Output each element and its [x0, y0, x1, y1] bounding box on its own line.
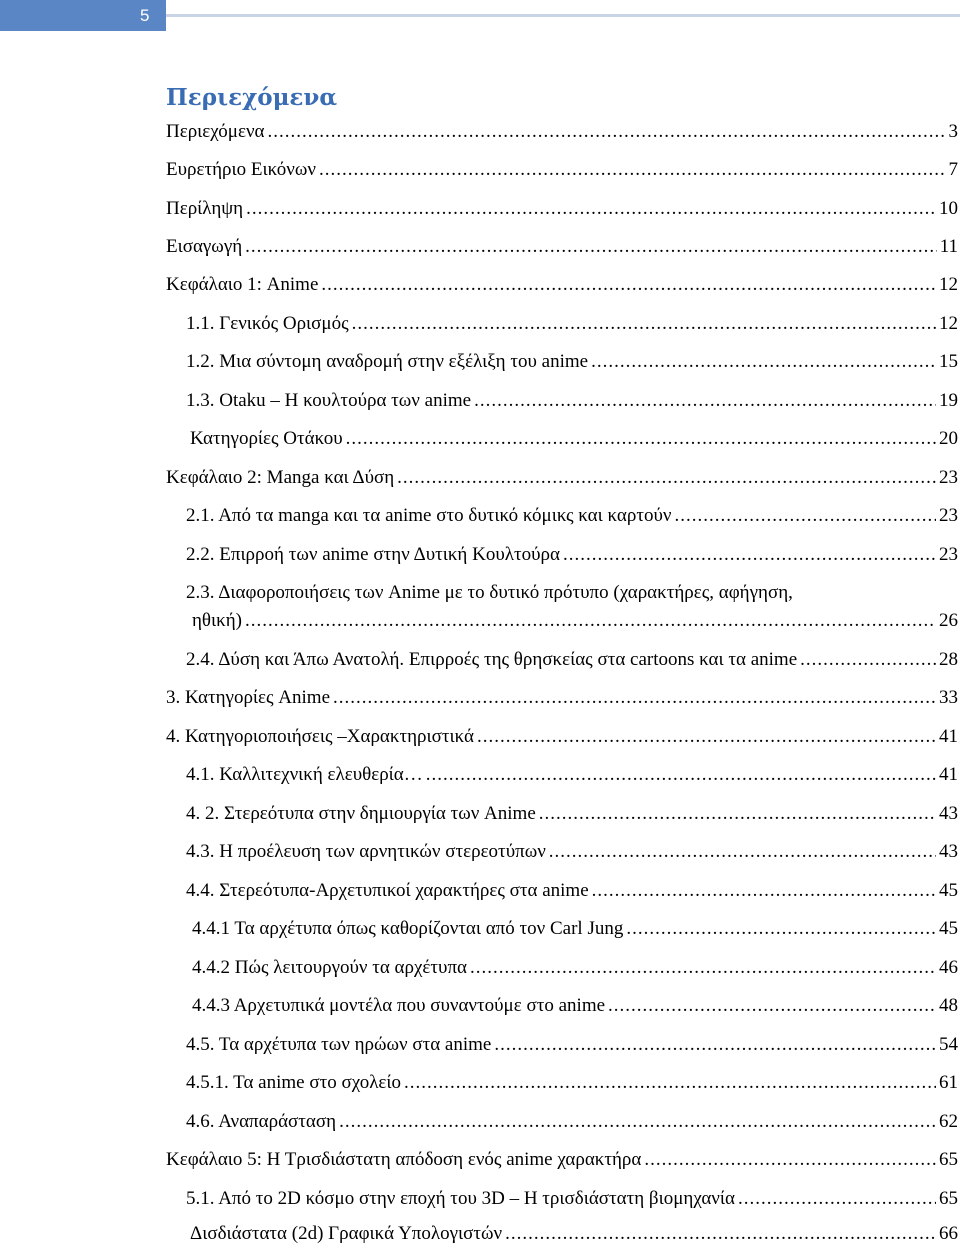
toc-entry[interactable]	[192, 992, 958, 1020]
toc-entry-page: 65	[939, 1188, 958, 1209]
toc-entry-page: 65	[939, 1149, 958, 1170]
toc-entry-label: Κεφάλαιο 1: Anime	[166, 274, 319, 295]
toc-entry[interactable]	[186, 877, 958, 905]
toc-leader	[474, 387, 936, 415]
toc-entry-label: 2.4. Δύση και Άπω Ανατολή. Επιρροές της θρησκείας στα cartoons και τα anime	[186, 649, 798, 670]
toc-title: Περιεχόμενα	[166, 84, 338, 111]
toc-entry-label: 4.4.2 Πώς λειτουργούν τα αρχέτυπα	[192, 957, 467, 978]
toc-leader	[800, 646, 936, 674]
toc-entry[interactable]	[186, 1185, 958, 1213]
toc-entry-label: Δισδιάστατα (2d) Γραφικά Υπολογιστών	[190, 1223, 503, 1244]
toc-entry[interactable]	[186, 1069, 958, 1097]
toc-entry-page: 12	[939, 274, 958, 295]
toc-entry-page: 45	[939, 880, 958, 901]
toc-entry-label: 4.5.1. Τα anime στο σχολείο	[186, 1072, 402, 1093]
toc-entry[interactable]	[186, 838, 958, 866]
toc-entry-page: 61	[939, 1072, 958, 1093]
toc-entry-page: 23	[939, 467, 958, 488]
toc-entry[interactable]	[186, 310, 958, 338]
toc-entry-page: 12	[939, 313, 958, 334]
toc-leader	[549, 838, 936, 866]
toc-entry-label: 3. Κατηγορίες Anime	[166, 687, 330, 708]
toc-entry[interactable]	[166, 723, 958, 751]
toc-entry-page: 54	[939, 1034, 958, 1055]
toc-leader	[397, 464, 936, 492]
toc-entry-label: Εισαγωγή	[166, 236, 243, 257]
toc-entry-label-cont: ηθική)	[192, 610, 242, 631]
toc-entry-page: 7	[948, 159, 958, 180]
toc-entry-page: 43	[939, 803, 958, 824]
toc-entry-page: 46	[939, 957, 958, 978]
toc-entry-page: 15	[939, 351, 958, 372]
toc-entry-label: 4.6. Αναπαράσταση	[186, 1111, 337, 1132]
toc-entry-label: 4. Κατηγοριοποιήσεις –Χαρακτηριστικά	[166, 726, 474, 747]
toc-entry[interactable]	[166, 233, 958, 261]
toc-entry[interactable]	[166, 1146, 958, 1174]
toc-entry[interactable]	[166, 195, 958, 223]
toc-entry-label: 5.1. Από το 2D κόσμο στην εποχή του 3D – Η τρισδιάστατη βιομηχανία	[186, 1188, 735, 1209]
toc-entry[interactable]	[192, 954, 958, 982]
toc-entry[interactable]	[186, 1108, 958, 1136]
toc-entry-page: 10	[939, 198, 958, 219]
toc-entry[interactable]	[190, 425, 958, 453]
toc-entry[interactable]	[186, 387, 958, 415]
toc-leader	[470, 954, 936, 982]
toc-leader	[644, 1146, 936, 1174]
page-number: 5	[140, 6, 150, 25]
toc-entry-page: 41	[939, 726, 958, 747]
toc-entry-label: 2.2. Επιρροή των anime στην Δυτική Κουλτούρα	[186, 544, 560, 565]
toc-entry-page: 48	[939, 995, 958, 1016]
toc-leader	[321, 271, 936, 299]
toc-entry-page: 45	[939, 918, 958, 939]
toc-entry[interactable]	[166, 271, 958, 299]
toc-entry-page: 19	[939, 390, 958, 411]
toc-entry-page: 23	[939, 544, 958, 565]
toc-entry-label: Περιεχόμενα	[166, 121, 265, 142]
toc-entry-label: 4.3. Η προέλευση των αρνητικών στερεοτύπων	[186, 841, 546, 862]
toc-entry[interactable]	[186, 502, 958, 530]
toc-entry[interactable]	[186, 646, 958, 674]
toc-entry-label: 4.4. Στερεότυπα-Αρχετυπικοί χαρακτήρες στα anime	[186, 880, 589, 901]
toc-leader	[246, 195, 936, 223]
toc-leader	[608, 992, 936, 1020]
toc-entry-label: 1.2. Μια σύντομη αναδρομή στην εξέλιξη του anime	[186, 351, 589, 372]
toc-entry-label: Περίληψη	[166, 198, 244, 219]
toc-entry[interactable]	[186, 1031, 958, 1059]
toc-entry[interactable]	[166, 464, 958, 492]
toc-leader	[505, 1220, 936, 1248]
toc-leader	[319, 156, 946, 184]
toc-entry-line-2[interactable]	[192, 607, 958, 635]
toc-leader	[539, 800, 936, 828]
toc-entry[interactable]	[166, 156, 958, 184]
toc-entry-label: 4.5. Τα αρχέτυπα των ηρώων στα anime	[186, 1034, 492, 1055]
toc-entry-label: 1.3. Otaku – Η κουλτούρα των anime	[186, 390, 472, 411]
toc-entry-page: 62	[939, 1111, 958, 1132]
toc-leader	[626, 915, 936, 943]
toc-leader	[333, 684, 936, 712]
toc-entry-page: 11	[939, 236, 958, 257]
toc-leader	[346, 425, 936, 453]
toc-entry-label: 2.3. Διαφοροποιήσεις των Anime με το δυτικό πρότυπο (χαρακτήρες, αφήγηση,	[186, 582, 793, 603]
toc-entry-label: 4.4.3 Αρχετυπικά μοντέλα που συναντούμε στο anime	[192, 995, 606, 1016]
toc-entry[interactable]	[166, 118, 958, 146]
toc-entry-page: 33	[939, 687, 958, 708]
toc-entry-page: 66	[939, 1223, 958, 1244]
toc-entry-page: 3	[948, 121, 958, 142]
toc-entry-label: 4.1. Καλλιτεχνική ελευθερία…	[186, 764, 423, 785]
toc-entry[interactable]	[190, 1220, 958, 1248]
page-number-badge	[0, 0, 166, 31]
toc-leader	[738, 1185, 936, 1213]
toc-leader	[404, 1069, 936, 1097]
toc-entry-page: 20	[939, 428, 958, 449]
toc-entry[interactable]	[186, 761, 958, 789]
toc-entry[interactable]	[186, 541, 958, 569]
toc-leader	[339, 1108, 936, 1136]
toc-entry-line-1[interactable]	[186, 579, 958, 607]
toc-leader	[563, 541, 936, 569]
toc-entry[interactable]	[186, 348, 958, 376]
toc-entry-page: 43	[939, 841, 958, 862]
toc-entry-page: 41	[939, 764, 958, 785]
toc-entry-label: Κατηγορίες Οτάκου	[190, 428, 343, 449]
toc-entry-page: 23	[939, 505, 958, 526]
toc-leader	[268, 118, 946, 146]
toc-leader	[245, 233, 937, 261]
toc-entry[interactable]	[192, 915, 958, 943]
toc-entry-label: Κεφάλαιο 5: Η Τρισδιάστατη απόδοση ενός anime χαρακτήρα	[166, 1149, 642, 1170]
toc-leader	[494, 1031, 936, 1059]
toc-leader	[674, 502, 936, 530]
toc-leader	[477, 723, 936, 751]
toc-entry[interactable]	[186, 800, 958, 828]
toc-entry-label: 1.1. Γενικός Ορισμός	[186, 313, 349, 334]
toc-leader	[245, 607, 936, 635]
toc-entry[interactable]	[166, 684, 958, 712]
toc-entry-page: 26	[939, 610, 958, 631]
toc-leader	[352, 310, 936, 338]
toc-leader	[592, 877, 936, 905]
toc-entry-label: Κεφάλαιο 2: Manga και Δύση	[166, 467, 395, 488]
toc-entry-label: 4.4.1 Τα αρχέτυπα όπως καθορίζονται από τον Carl Jung	[192, 918, 624, 939]
toc-leader	[426, 761, 936, 789]
toc-leader	[591, 348, 936, 376]
toc-entry-label: 2.1. Από τα manga και τα anime στο δυτικό κόμικς και καρτούν	[186, 505, 672, 526]
toc-entry-page: 28	[939, 649, 958, 670]
toc-entry-label: Ευρετήριο Εικόνων	[166, 159, 316, 180]
toc-entry-label: 4. 2. Στερεότυπα στην δημιουργία των Anime	[186, 803, 536, 824]
